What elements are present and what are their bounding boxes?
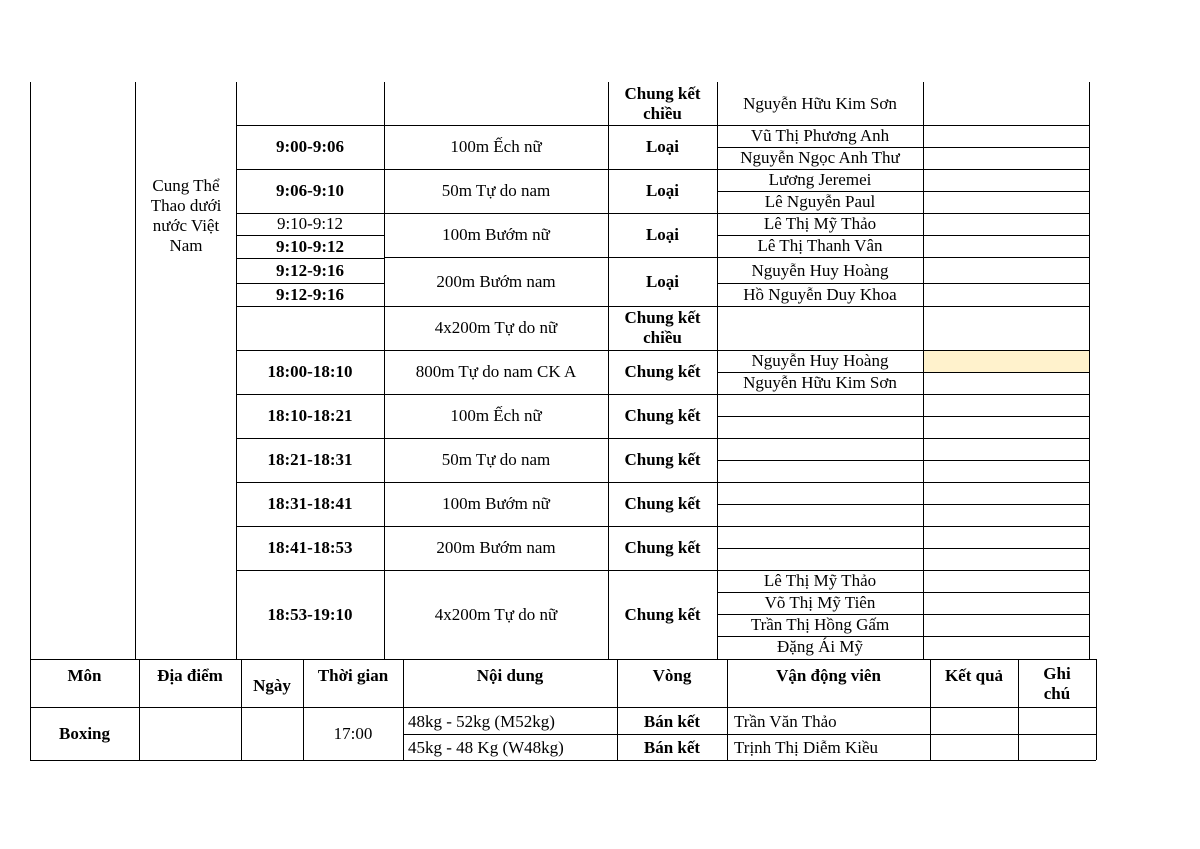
time-cell: 18:53-19:10 — [267, 604, 353, 624]
round-cell: Loại — [645, 137, 680, 156]
header-venue: Địa điểm — [157, 666, 223, 685]
time-cell: 9:10-9:12 — [276, 236, 344, 256]
round-cell: Chung kết chiều — [624, 84, 701, 123]
round-cell: Chung kết — [624, 604, 701, 624]
header-date: Ngày — [253, 676, 291, 695]
round-cell: Loại — [645, 225, 680, 244]
event-cell: 100m Ếch nữ — [450, 406, 542, 425]
event-cell: 800m Tự do nam CK A — [415, 362, 577, 381]
event-cell: 45kg - 48 Kg (W48kg) — [408, 738, 564, 757]
round-cell: Bán kết — [643, 712, 701, 731]
round-cell: Loại — [645, 181, 680, 200]
time-cell: 9:00-9:06 — [276, 137, 344, 156]
athlete-cell: Nguyễn Hữu Kim Sơn — [743, 94, 897, 113]
event-cell: 200m Bướm nam — [436, 538, 556, 557]
header-athlete: Vận động viên — [776, 666, 881, 685]
athlete-cell: Lê Thị Mỹ Thảo — [763, 571, 877, 590]
round-cell: Chung kết — [624, 362, 701, 381]
athlete-cell: Nguyễn Huy Hoàng — [751, 351, 889, 370]
athlete-cell: Lê Thị Thanh Vân — [757, 236, 883, 255]
header-result: Kết quả — [944, 666, 1004, 685]
event-cell: 4x200m Tự do nữ — [434, 318, 558, 337]
athlete-cell: Nguyễn Huy Hoàng — [751, 260, 889, 280]
time-cell: 9:12-9:16 — [276, 284, 344, 304]
sport-cell: Boxing — [58, 723, 111, 743]
event-cell: 4x200m Tự do nữ — [434, 604, 558, 624]
header-time: Thời gian — [317, 666, 389, 685]
time-cell: 18:10-18:21 — [267, 406, 353, 425]
athlete-cell: Đặng Ái Mỹ — [777, 637, 863, 656]
event-cell: 50m Tự do nam — [441, 181, 551, 200]
round-cell: Bán kết — [643, 738, 701, 757]
time-cell: 9:10-9:12 — [276, 214, 344, 233]
header-round: Vòng — [652, 666, 692, 685]
venue-cell: Cung Thể Thao dưới nước Việt Nam — [150, 176, 222, 255]
athlete-cell: Võ Thị Mỹ Tiên — [764, 593, 876, 612]
athlete-cell: Lê Thị Mỹ Thảo — [763, 214, 877, 233]
time-cell: 18:00-18:10 — [267, 362, 353, 381]
event-cell: 100m Bướm nữ — [442, 494, 550, 513]
round-cell: Chung kết — [624, 494, 701, 513]
event-cell: 50m Tự do nam — [441, 450, 551, 469]
event-cell: 48kg - 52kg (M52kg) — [408, 712, 555, 731]
round-cell: Chung kết — [624, 406, 701, 425]
athlete-cell: Trịnh Thị Diễm Kiều — [734, 738, 879, 757]
round-cell: Chung kết — [624, 538, 701, 557]
event-cell: 200m Bướm nam — [436, 271, 556, 291]
athlete-cell: Trần Thị Hồng Gấm — [750, 615, 890, 634]
highlighted-result-cell — [923, 350, 1089, 372]
athlete-cell: Vũ Thị Phương Anh — [750, 126, 890, 145]
event-cell: 100m Bướm nữ — [442, 225, 550, 244]
round-cell: Chung kết chiều — [624, 308, 701, 347]
athlete-cell: Trần Văn Thảo — [734, 712, 837, 731]
header-event: Nội dung — [476, 666, 544, 685]
time-cell: 17:00 — [333, 723, 373, 743]
header-sport: Môn — [67, 666, 102, 685]
athlete-cell: Nguyễn Hữu Kim Sơn — [743, 373, 897, 392]
round-cell: Chung kết — [624, 450, 701, 469]
time-cell: 18:41-18:53 — [267, 538, 353, 557]
athlete-cell: Lê Nguyễn Paul — [764, 192, 876, 211]
time-cell: 18:21-18:31 — [267, 450, 353, 469]
round-cell: Loại — [645, 271, 680, 291]
athlete-cell: Lương Jeremei — [768, 170, 872, 189]
athlete-cell: Nguyễn Ngọc Anh Thư — [740, 148, 900, 167]
header-note: Ghi chú — [1043, 664, 1071, 703]
time-cell: 18:31-18:41 — [267, 494, 353, 513]
event-cell: 100m Ếch nữ — [450, 137, 542, 156]
time-cell: 9:12-9:16 — [276, 260, 344, 280]
athlete-cell: Hồ Nguyễn Duy Khoa — [743, 284, 897, 304]
time-cell: 9:06-9:10 — [276, 181, 344, 200]
